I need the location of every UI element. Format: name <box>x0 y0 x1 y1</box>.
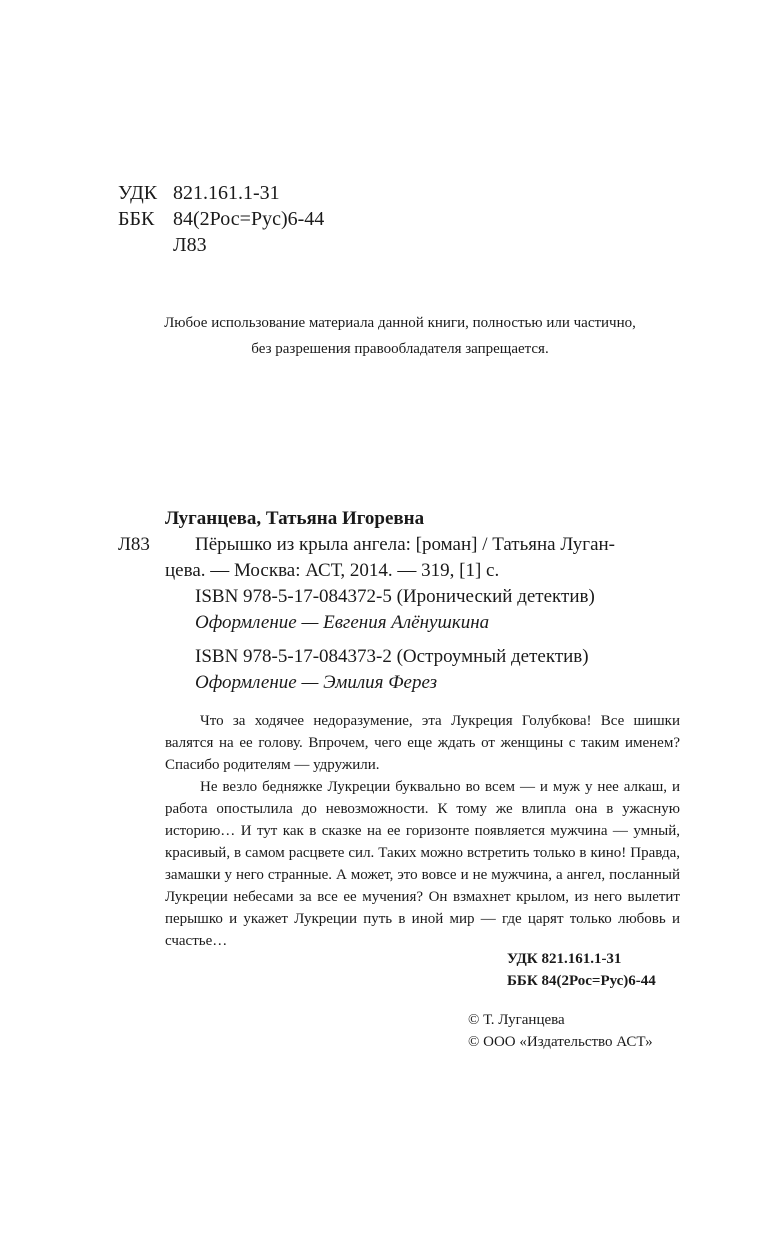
catalog-gap <box>165 636 688 644</box>
catalog-code: Л83 <box>118 534 150 555</box>
catalog-design-2: Оформление — Эмилия Ферез <box>195 672 438 693</box>
udk-row <box>118 180 324 206</box>
bbk-row <box>118 206 324 232</box>
catalog-imprint-line: цева. — Москва: АСТ, 2014. — 319, [1] с. <box>165 560 500 581</box>
bbk-label: ББК <box>118 208 155 230</box>
catalog-title-line: Пёрышко из крыла ангела: [роман] / Татьяна Луган- <box>195 534 616 555</box>
annotation-paragraph-2: Не везло бедняжке Лукреции буквально во всем — и муж у нее алкаш, и работа опостылила до невозможности. К тому же влипла она в ужасную историю… И тут как в сказке на ее горизонте появляется мужчина — умный, красивый, в самом расцвете сил. Таких можно встретить только в кино! Правда, замашки у него странные. А может, это вовсе и не мужчина, а ангел, посланный Лукреции небесами за все ее мучения? Он взмахнет крылом, из него вылетит перышко и укажет Лукреции путь в иной мир — где царят только любовь и счастье… <box>165 779 680 949</box>
copyrights <box>468 1009 653 1053</box>
udk-label: УДК <box>118 182 158 204</box>
copyright-author: © Т. Луганцева <box>468 1012 565 1028</box>
bbk-value: 84(2Рос=Рус)6-44 <box>173 208 325 230</box>
author-sign: Л83 <box>173 234 207 256</box>
annotation-paragraph-1: Что за ходячее недоразумение, эта Лукреция Голубкова! Все шишки валятся на ее голову. Впрочем, чего еще ждать от женщины с таким именем? Спасибо родителям — удружили. <box>165 713 680 773</box>
catalog-body <box>118 532 688 696</box>
notice-line-2: без разрешения правообладателя запрещается. <box>251 341 549 357</box>
annotation <box>165 710 680 952</box>
catalog-design-1: Оформление — Евгения Алёнушкина <box>195 612 490 633</box>
udk-code-bottom: УДК 821.161.1-31 <box>507 951 622 967</box>
udk-value: 821.161.1-31 <box>173 182 280 204</box>
catalog-author: Луганцева, Татьяна Игоревна <box>165 508 425 529</box>
copyright-publisher: © ООО «Издательство АСТ» <box>468 1034 653 1050</box>
catalog-entry <box>118 506 688 696</box>
copyright-notice <box>100 310 700 362</box>
classification-codes-bottom <box>507 948 656 992</box>
catalog-isbn-2: ISBN 978-5-17-084373-2 (Остроумный детектив) <box>195 646 589 667</box>
catalog-isbn-1: ISBN 978-5-17-084372-5 (Иронический детектив) <box>195 586 595 607</box>
bbk-code-bottom: ББК 84(2Рос=Рус)6-44 <box>507 973 656 989</box>
notice-line-1: Любое использование материала данной книги, полностью или частично, <box>164 315 636 331</box>
classification-block <box>118 180 324 258</box>
